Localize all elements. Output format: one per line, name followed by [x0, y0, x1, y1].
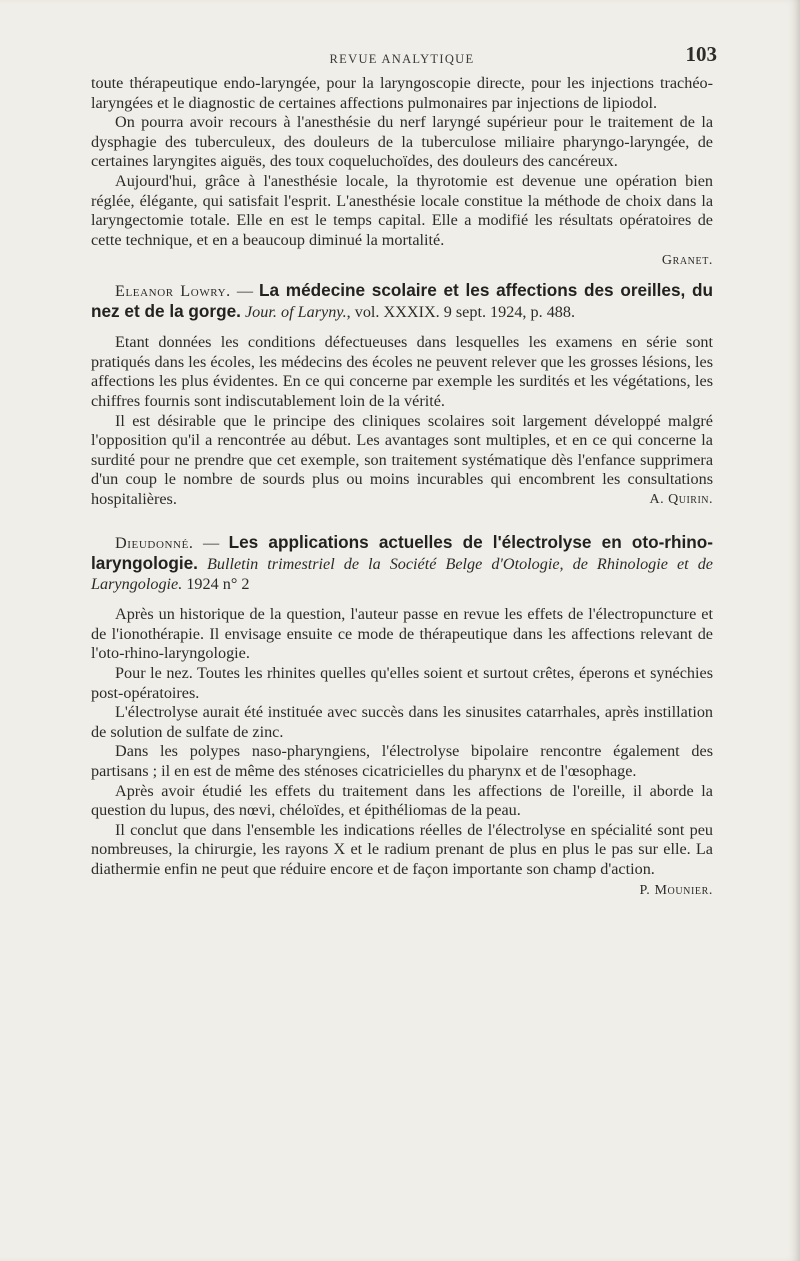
article-heading: [91, 533, 713, 594]
paragraph: Etant données les conditions défectueuses dans lesquelles les examens en série sont pratiqués dans les écoles, les médecins des écoles ne peuvent relever que les grosses lésions, les affections les plus évidentes. En ce qui concerne par exemple les surdités et les végétations, les chiffres fournis sont indiscutablement loin de la vérité.: [91, 333, 713, 410]
article-title: La médecine scolaire et les affections des oreilles, du nez et de la gorge.: [91, 279, 714, 321]
signature: A. Quirin.: [649, 491, 713, 507]
spacer: [91, 322, 713, 333]
signature: P. Mounier.: [639, 882, 713, 898]
paragraph: Pour le nez. Toutes les rhinites quelles qu'elles soient et surtout crêtes, éperons et synéchies post-opératoires.: [91, 664, 713, 702]
article-title: Les applications actuelles de l'électrolyse en oto-rhino-laryngologie.: [91, 532, 713, 574]
paragraph: Après un historique de la question, l'auteur passe en revue les effets de l'électropuncture et de l'ionothérapie. Il envisage ensuite ce mode de thérapeutique dans les affections relevant de l'oto-rhino-laryngologie.: [91, 605, 713, 663]
paragraph: Il conclut que dans l'ensemble les indications réelles de l'électrolyse en spécialité sont peu nombreuses, la chirurgie, les rayons X et le radium prenant de plus en plus le pas sur elle. La diathermie enfin ne peut que réduire encore et de façon importante son champ d'action.: [91, 820, 713, 878]
signature: Granet.: [661, 253, 713, 269]
paragraph: Aujourd'hui, grâce à l'anesthésie locale, la thyrotomie est devenue une opération bien réglée, élégante, qui satisfait l'esprit. L'anesthésie locale constitue la méthode de choix dans la laryngectomie totale. Elle en est le temps capital. Elle a modifié les résultats opératoires de cette technique, et en a beaucoup diminué la mortalité.: [91, 171, 713, 249]
journal-details: 1924 n° 2: [186, 574, 250, 593]
journal-name: Jour. of Laryny.: [245, 302, 347, 321]
paragraph: Dans les polypes naso-pharyngiens, l'électrolyse bipolaire rencontre également des partisans ; il en est de même des sténoses cicatricielles du pharynx et de l'œsophage.: [91, 742, 713, 780]
paragraph: L'électrolyse aurait été instituée avec succès dans les sinusites catarrhales, après instillation de solution de sulfate de zinc.: [91, 703, 713, 741]
paragraph: toute thérapeutique endo-laryngée, pour la laryngoscopie directe, pour les injections trachéo-laryngées et le diagnostic de certaines affections pulmonaires par injections de lipiodol.: [91, 74, 713, 112]
article-heading: [91, 281, 713, 322]
paragraph: On pourra avoir recours à l'anesthésie du nerf laryngé supérieur pour le traitement de la dysphagie des tuberculeux, des douleurs de la tuberculose miliaire pharyngo-laryngée, de certaines laryngites aiguës, des toux coqueluchoïdes, des douleurs des cancéreux.: [91, 113, 713, 171]
journal-name: Bulletin trimestriel de la Société Belge d'Otologie, de Rhinologie et de Laryngologie.: [91, 555, 713, 593]
paragraph: Après avoir étudié les effets du traitement dans les affections de l'oreille, il aborde la question du lupus, des nœvi, chéloïdes, et épithéliomas de la peau.: [91, 781, 713, 820]
journal-details: , vol. XXXIX. 9 sept. 1924, p. 488.: [346, 302, 576, 321]
article-author: Dieudonné.: [115, 534, 194, 553]
running-title: REVUE ANALYTIQUE: [329, 52, 475, 66]
page-content: [91, 42, 717, 900]
page-header: [91, 42, 717, 74]
paragraph-text: Il est désirable que le principe des cliniques scolaires soit largement développé malgré l'opposition qu'il a rencontrée au début. Les avantages sont multiples, et en ce qui concerne la surdité pour ne prendre que cet exemple, son traitement systématique dès l'enfance supprimera d'un coup le nombre de sourds plus ou moins incurables qui encombrent les consultations hospitalières.: [91, 411, 713, 508]
spacer: [91, 509, 713, 523]
article-author: Eleanor Lowry.: [115, 281, 231, 300]
paragraph-with-signature: [91, 412, 713, 510]
heading-dash: —: [203, 534, 220, 553]
page-number: 103: [685, 42, 717, 66]
heading-dash: —: [236, 281, 254, 300]
spacer: [91, 594, 713, 605]
